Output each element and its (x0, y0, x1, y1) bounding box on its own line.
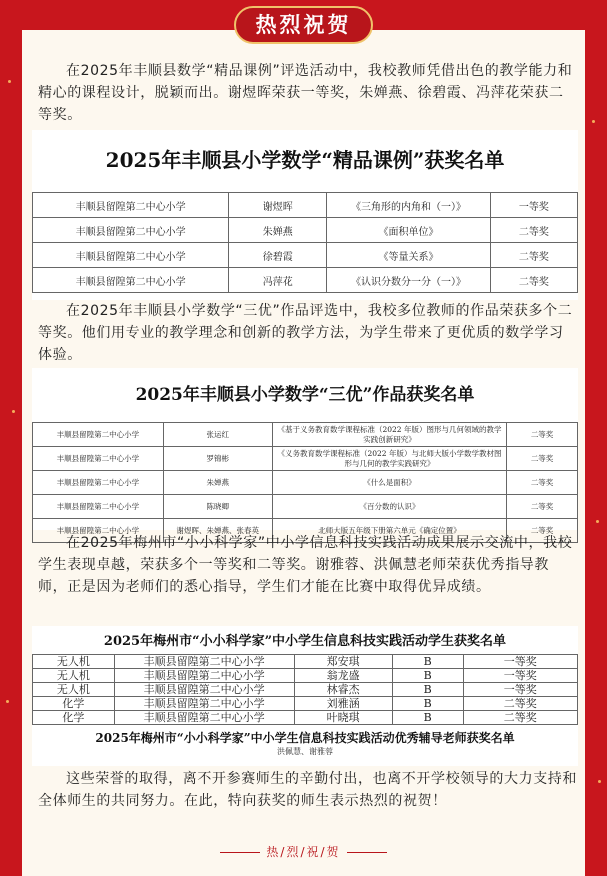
cell-name: 林睿杰 (294, 683, 392, 697)
cell-award: 二等奖 (507, 471, 578, 495)
cell-group: B (392, 655, 463, 669)
cell-school: 丰顺县留隍第二中心小学 (33, 193, 229, 218)
table-row (33, 447, 578, 471)
cell-group: B (392, 669, 463, 683)
header-badge: 热烈祝贺 (234, 6, 373, 44)
teacher-names: 洪佩慧、谢雅蓉 (277, 747, 333, 756)
cell-name: 陈晓卿 (163, 495, 272, 519)
award-card-3 (32, 626, 578, 766)
card-title: 2025年梅州市“小小科学家”中小学生信息科技实践活动学生获奖名单 (103, 634, 507, 649)
footer-text: 热/烈/祝/贺 (266, 845, 341, 859)
divider (347, 852, 387, 853)
cell-name: 朱婵燕 (229, 218, 327, 243)
cell-school: 丰顺县留隍第二中心小学 (33, 519, 164, 543)
sparkle-dot (592, 120, 595, 123)
cell-name: 谢煜晖 (229, 193, 327, 218)
cell-award: 二等奖 (463, 711, 577, 725)
cell-category: 无人机 (33, 669, 115, 683)
cell-name: 罗锦彬 (163, 447, 272, 471)
paragraph-3: 在2025年梅州市“小小科学家”中小学信息科技实践活动成果展示交流中，我校学生表现卓越，荣获多个一等奖和二等奖。谢雅蓉、洪佩慧老师荣获优秀指导教师，正是因为老师们的悉心指导，学生们才能在比赛中取得优异成绩。 (38, 535, 573, 595)
cell-work: 《认识分数分一分（一）》 (327, 268, 491, 293)
sparkle-dot (596, 520, 599, 523)
cell-school: 丰顺县留隍第二中心小学 (114, 655, 294, 669)
table-row (33, 655, 578, 669)
cell-name: 徐碧霞 (229, 243, 327, 268)
table-row (33, 711, 578, 725)
teacher-award-title: 2025年梅州市“小小科学家”中小学生信息科技实践活动优秀辅导老师获奖名单 (95, 731, 515, 745)
award-table-2 (32, 422, 578, 543)
cell-school: 丰顺县留隍第二中心小学 (114, 697, 294, 711)
cell-group: B (392, 683, 463, 697)
cell-school: 丰顺县留隍第二中心小学 (33, 243, 229, 268)
cell-name: 郑安琪 (294, 655, 392, 669)
table-row (33, 495, 578, 519)
cell-school: 丰顺县留隍第二中心小学 (33, 423, 164, 447)
table-row (33, 243, 578, 268)
cell-work: 《百分数的认识》 (272, 495, 506, 519)
cell-award: 一等奖 (490, 193, 577, 218)
cell-work: 《义务教育数学课程标准（2022 年版）与北师大版小学数学教材图形与几何的教学实践研究》 (272, 447, 506, 471)
award-table-3 (32, 654, 578, 725)
cell-award: 二等奖 (490, 268, 577, 293)
award-card-2 (32, 368, 578, 535)
sparkle-dot (8, 80, 11, 83)
sparkle-dot (6, 700, 9, 703)
paragraph-4: 这些荣誉的取得，离不开参赛师生的辛勤付出，也离不开学校领导的大力支持和全体师生的共同努力。在此，特向获奖的师生表示热烈的祝贺！ (38, 771, 577, 809)
cell-award: 二等奖 (463, 697, 577, 711)
cell-school: 丰顺县留隍第二中心小学 (33, 471, 164, 495)
cell-name: 叶晓琪 (294, 711, 392, 725)
table-row (33, 683, 578, 697)
cell-award: 二等奖 (507, 447, 578, 471)
cell-name: 谢煜晖、朱婵燕、张春英 (163, 519, 272, 543)
divider (220, 852, 260, 853)
card-title: 2025年丰顺县小学数学“三优”作品获奖名单 (135, 385, 475, 405)
cell-work: 北师大版五年级下册第六单元《确定位置》 (272, 519, 506, 543)
award-card-1 (32, 130, 578, 300)
cell-name: 张运红 (163, 423, 272, 447)
cell-award: 二等奖 (490, 243, 577, 268)
cell-work: 《三角形的内角和（一）》 (327, 193, 491, 218)
cell-award: 二等奖 (507, 423, 578, 447)
cell-category: 无人机 (33, 655, 115, 669)
cell-category: 化学 (33, 711, 115, 725)
cell-work: 《面积单位》 (327, 218, 491, 243)
table-row (33, 193, 578, 218)
cell-name: 翁龙盛 (294, 669, 392, 683)
cell-group: B (392, 711, 463, 725)
cell-school: 丰顺县留隍第二中心小学 (33, 268, 229, 293)
cell-school: 丰顺县留隍第二中心小学 (33, 218, 229, 243)
footer-ornament (0, 843, 607, 860)
cell-work: 《什么是面积》 (272, 471, 506, 495)
award-table-1 (32, 192, 578, 293)
paragraph-1: 在2025年丰顺县数学“精品课例”评选活动中，我校教师凭借出色的教学能力和精心的课程设计，脱颖而出。谢煜晖荣获一等奖，朱婵燕、徐碧霞、冯萍花荣获二等奖。 (38, 63, 573, 123)
cell-school: 丰顺县留隍第二中心小学 (114, 683, 294, 697)
paragraph-2: 在2025年丰顺县小学数学“三优”作品评选中，我校多位教师的作品荣获多个二等奖。他们用专业的教学理念和创新的教学方法，为学生带来了更优质的数学学习体验。 (38, 303, 573, 363)
cell-school: 丰顺县留隍第二中心小学 (114, 711, 294, 725)
table-row (33, 697, 578, 711)
cell-award: 二等奖 (507, 495, 578, 519)
cell-school: 丰顺县留隍第二中心小学 (114, 669, 294, 683)
cell-category: 化学 (33, 697, 115, 711)
table-row (33, 471, 578, 495)
cell-award: 二等奖 (490, 218, 577, 243)
cell-work: 《等量关系》 (327, 243, 491, 268)
cell-school: 丰顺县留隍第二中心小学 (33, 447, 164, 471)
cell-category: 无人机 (33, 683, 115, 697)
cell-name: 冯萍花 (229, 268, 327, 293)
cell-award: 一等奖 (463, 683, 577, 697)
table-row (33, 268, 578, 293)
table-row (33, 423, 578, 447)
cell-award: 一等奖 (463, 655, 577, 669)
cell-work: 《基于义务教育数学课程标准（2022 年版）图形与几何领域的教学实践创新研究》 (272, 423, 506, 447)
sparkle-dot (598, 780, 601, 783)
cell-name: 朱婵燕 (163, 471, 272, 495)
card-title: 2025年丰顺县小学数学“精品课例”获奖名单 (105, 148, 505, 172)
cell-name: 刘雅涵 (294, 697, 392, 711)
table-row (33, 669, 578, 683)
cell-group: B (392, 697, 463, 711)
cell-school: 丰顺县留隍第二中心小学 (33, 495, 164, 519)
table-row (33, 218, 578, 243)
sparkle-dot (12, 410, 15, 413)
cell-award: 一等奖 (463, 669, 577, 683)
cell-award: 二等奖 (507, 519, 578, 543)
